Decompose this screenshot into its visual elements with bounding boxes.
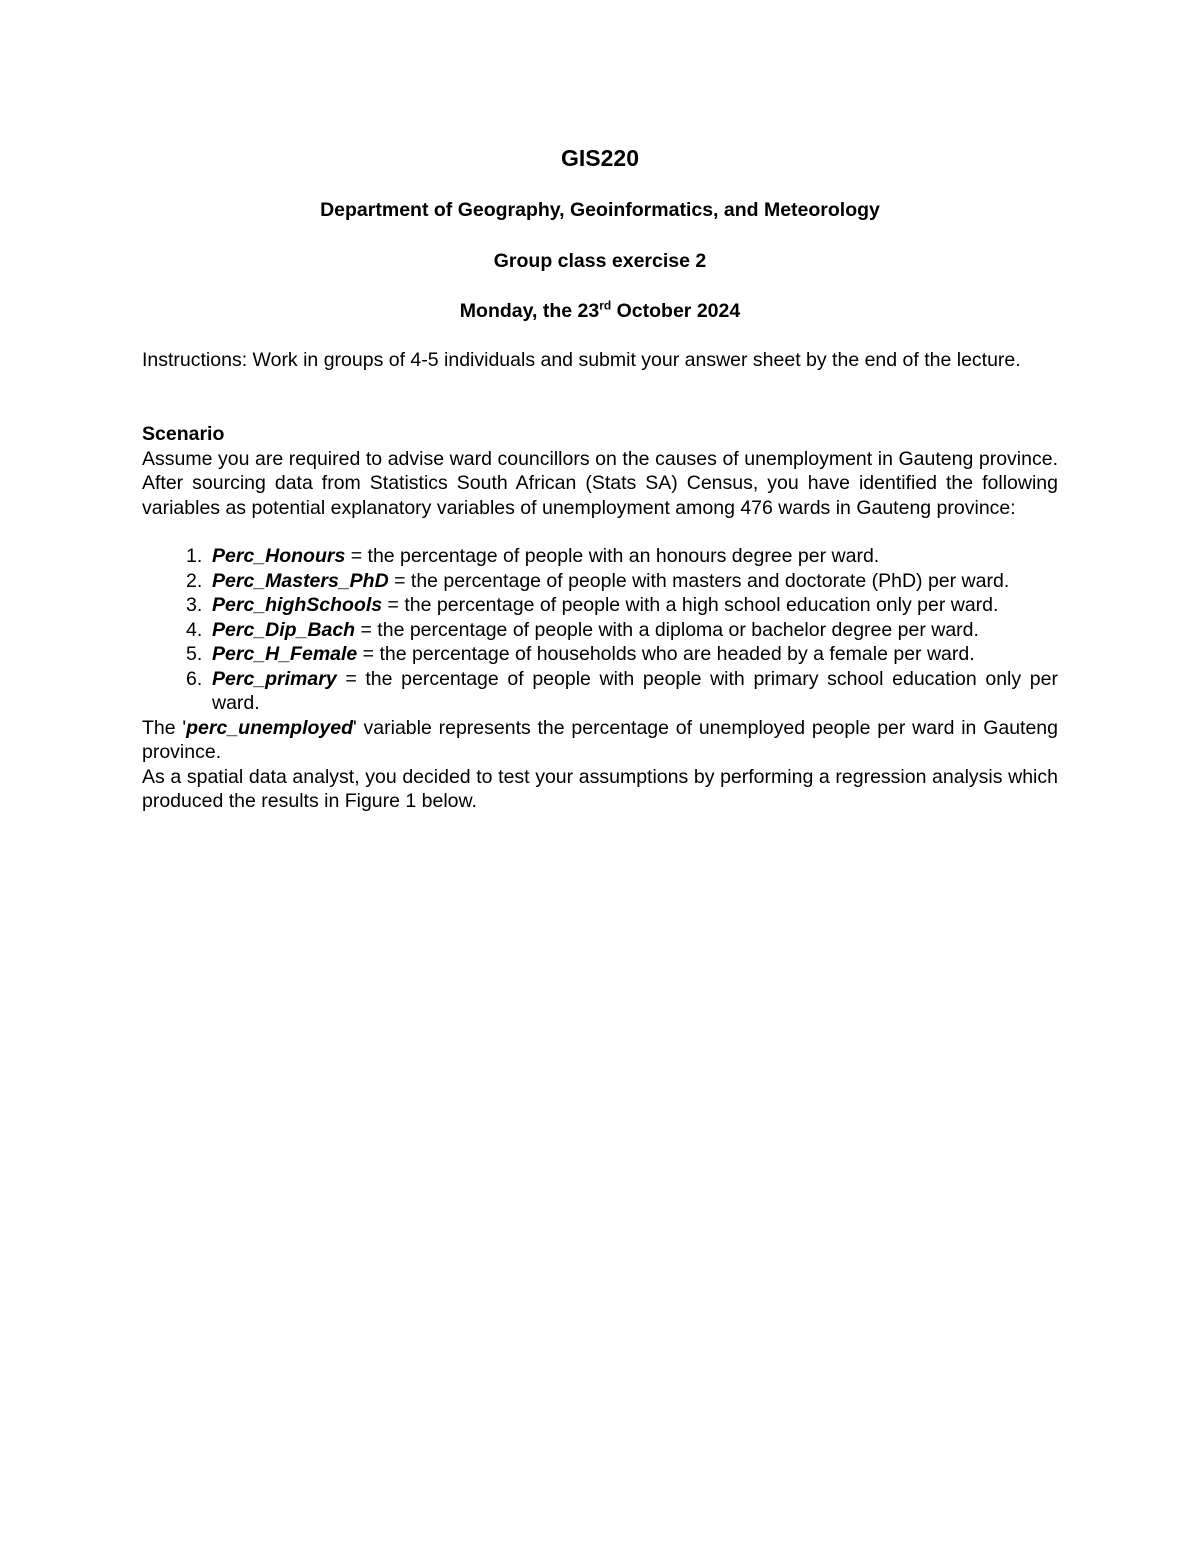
variable-name: Perc_highSchools: [212, 594, 383, 616]
scenario-heading: Scenario: [142, 423, 225, 445]
closing-text: As a spatial data analyst, you decided to test your assumptions by performing a regression analysis which produced the results in Figure 1 below.: [142, 765, 1058, 812]
variable-description: = the percentage of households who are headed by a female per ward.: [357, 643, 975, 665]
exercise-date: [142, 299, 1058, 324]
list-item: [142, 593, 1058, 618]
list-item-number: 6.: [186, 667, 203, 690]
course-code: GIS220: [561, 145, 639, 171]
list-item-number: 3.: [186, 594, 203, 616]
document-page: [142, 140, 1058, 814]
list-item: [142, 667, 1058, 716]
list-item: [142, 618, 1058, 643]
variable-name: Perc_Masters_PhD: [212, 569, 389, 592]
list-item-number: 4.: [186, 618, 203, 641]
variable-name: Perc_H_Female: [212, 643, 358, 665]
date-rest: October 2024: [611, 300, 741, 322]
list-item-number: 2.: [186, 569, 203, 592]
date-prefix: Monday, the 23: [459, 300, 600, 322]
list-item-number: 1.: [186, 545, 203, 567]
variable-description: = the percentage of people with masters and doctorate (PhD) per ward.: [388, 569, 1010, 592]
list-item-number: 5.: [186, 643, 203, 665]
list-item: [142, 544, 1058, 569]
variable-description: = the percentage of people with a high school education only per ward.: [382, 594, 999, 616]
variable-name: Perc_Dip_Bach: [212, 618, 356, 641]
dependent-variable-text: [142, 716, 1058, 765]
list-item: [142, 642, 1058, 667]
list-item: [142, 569, 1058, 594]
variable-description: = the percentage of people with people with primary school education only per ward.: [212, 667, 1058, 714]
department-name: Department of Geography, Geoinformatics, and Meteorology: [320, 199, 880, 221]
variable-name: Perc_primary: [212, 667, 337, 690]
variable-description: = the percentage of people with an honours degree per ward.: [345, 545, 880, 567]
instructions-text: Instructions: Work in groups of 4-5 individuals and submit your answer sheet by the end of the lecture.: [142, 348, 1021, 371]
dependent-prefix: The ': [142, 716, 187, 739]
variable-description: = the percentage of people with a diploma or bachelor degree per ward.: [355, 618, 979, 641]
dependent-variable-name: perc_unemployed: [186, 716, 354, 739]
variables-list: [142, 544, 1058, 716]
dependent-suffix: ' variable represents the percentage of unemployed people per ward in Gauteng province.: [142, 716, 1059, 763]
scenario-text: Assume you are required to advise ward councillors on the causes of unemployment in Gauteng province. After sourcing data from Statistics South African (Stats SA) Census, you have identified the following variables as potential explanatory variables of unemployment among 476 wards in Gauteng province:: [142, 447, 1058, 519]
date-ordinal-suffix: rd: [599, 298, 612, 313]
variable-name: Perc_Honours: [212, 545, 346, 567]
exercise-title: Group class exercise 2: [493, 249, 707, 272]
